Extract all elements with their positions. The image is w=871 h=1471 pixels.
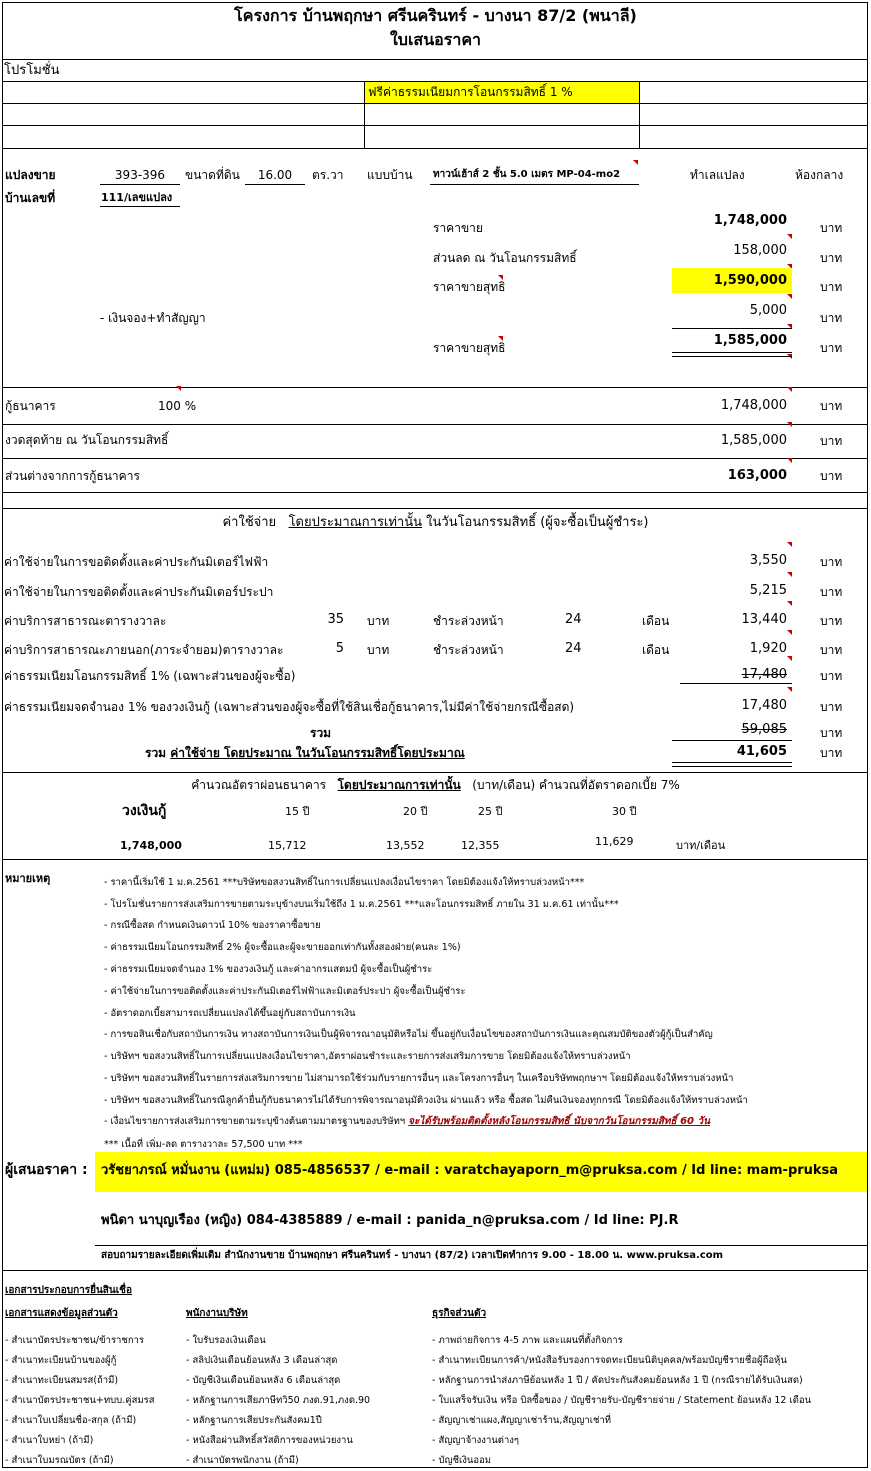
payment-30: 11,629 bbox=[595, 835, 634, 848]
loan-diff-label: ส่วนต่างจากการกู้ธนาคาร bbox=[5, 469, 140, 483]
sale-price-value: 1,748,000 bbox=[713, 213, 787, 228]
expense-months: 24 bbox=[565, 641, 582, 656]
office-info: สอบถามรายละเอียดเพิ่มเติม สำนักงานขาย บ้านพฤกษา ศรีนครินทร์ - บางนา (87/2) เวลาเปิดทำการ 9.00 - 18.00 น. www.pruksa.com bbox=[101, 1250, 724, 1261]
doc-item: - สัญญาเช่าแผง,สัญญาเช่าร้าน,สัญญาเช่าที่ bbox=[432, 1415, 612, 1426]
doc-item: - ใบแสร็จรับเงิน หรือ บิลซื้อของ / บัญชีรายรับ-บัญชีรายจ่าย / Statement ย้อนหลัง 12 เดือน bbox=[432, 1395, 812, 1406]
doc-item: - หลักฐานการเสียประกันสังคม1ปี bbox=[186, 1415, 322, 1426]
location-value: ห้องกลาง bbox=[795, 168, 844, 182]
expense-label: ค่าธรรมเนียมโอนกรรมสิทธิ์ 1% (เฉพาะส่วนของผู้จะซื้อ) bbox=[4, 669, 296, 683]
net-price-label: ราคาขายสุทธิ bbox=[433, 280, 506, 294]
doc-item: - สำเนาทะเบียนสมรส(ถ้ามี) bbox=[5, 1375, 119, 1386]
expense-unit: บาท bbox=[820, 643, 843, 657]
expense-label: ค่าบริการสาธารณะตารางวาละ bbox=[4, 614, 167, 628]
loan-amount: 1,748,000 bbox=[720, 398, 787, 413]
expense-unit: บาท bbox=[820, 555, 843, 569]
promotion-item: ฟรีค่าธรรมเนียมการโอนกรรมสิทธิ์ 1 % bbox=[365, 82, 639, 103]
discount-unit: บาท bbox=[820, 251, 843, 265]
house-type-value: ทาวน์เฮ้าส์ 2 ชั้น 5.0 เมตร MP-04-mo2 bbox=[433, 169, 621, 180]
house-no-value: 111/เลขแปลง bbox=[101, 191, 173, 204]
installment-title: คำนวณอัตราผ่อนธนาคาร โดยประมาณการเท่านั้น (บาท/เดือน) คำนวณที่อัตราดอกเบี้ย 7% bbox=[191, 778, 680, 792]
net-price-value: 1,590,000 bbox=[713, 273, 787, 288]
net-price2-label: ราคาขายสุทธิ bbox=[433, 341, 506, 355]
expenses-sum-label: รวม bbox=[310, 726, 332, 740]
payment-unit: บาท/เดือน bbox=[676, 839, 726, 852]
note-item: - การขอสินเชื่อกับสถาบันการเงิน ทางสถาบันการเงินเป็นผู้พิจารณาอนุมัติหรือไม่ ขึ้นอยู่กับเงื่อนไขของสถาบันการเงินและคุณสมบัติของตัวผู้กู้เป็นสำคัญ bbox=[104, 1029, 713, 1040]
docs-title: เอกสารประกอบการยื่นสินเชื่อ bbox=[5, 1285, 132, 1296]
note-item: - กรณีซื้อสด กำหนดเงินดาวน์ 10% ของราคาซื้อขาย bbox=[104, 920, 321, 931]
expense-amount: 5,215 bbox=[749, 583, 787, 598]
expense-months: 24 bbox=[565, 612, 582, 627]
term-15: 15 ปี bbox=[285, 805, 310, 818]
doc-item: - สำเนาบัตรพนักงาน (ถ้ามี) bbox=[186, 1455, 299, 1466]
payment-15: 15,712 bbox=[268, 839, 307, 852]
comment-marker bbox=[787, 542, 792, 547]
expenses-total-amount: 41,605 bbox=[736, 744, 787, 759]
doc-item: - หนังสือผ่านสิทธิ์สวัสดิการของหน่วยงาน bbox=[186, 1435, 353, 1446]
last-installment-amount: 1,585,000 bbox=[720, 433, 787, 448]
note-item: - ค่าใช้จ่ายในการขอติดตั้งและค่าประกันมิเตอร์ไฟฟ้าและมิเตอร์ประปา ผู้จะซื้อเป็นผู้ชำระ bbox=[104, 986, 466, 997]
expenses-total-unit: บาท bbox=[820, 746, 843, 760]
note-item: - อัตราดอกเบี้ยสามารถเปลี่ยนแปลงได้ขึ้นอยู่กับสถาบันการเงิน bbox=[104, 1008, 356, 1019]
land-size-unit: ตร.วา bbox=[312, 168, 344, 182]
contact-line-1: วรัชยาภรณ์ หมั่นงาน (แหม่ม) 085-4856537 / e-mail : varatchayaporn_m@pruksa.com / Id line: mam-pruksa bbox=[101, 1163, 839, 1178]
expense-amount: 13,440 bbox=[741, 612, 787, 627]
expense-rate: 35 bbox=[327, 612, 344, 627]
comment-marker bbox=[787, 687, 792, 692]
note-item: - โปรโมชั่นรายการส่งเสริมการขายตามระบุข้างบนเริ่มใช้ถึง 1 ม.ค.2561 ***และโอนกรรมสิทธิ์ ภายใน 31 ม.ค.61 เท่านั้น*** bbox=[104, 899, 619, 910]
expense-label: ค่าใช้จ่ายในการขอติดตั้งและค่าประกันมิเตอร์ไฟฟ้า bbox=[4, 555, 269, 569]
location-label: ทำเลแปลง bbox=[690, 168, 745, 182]
note-last: - เงื่อนไขรายการส่งเสริมการขายตามระบุข้างต้นตามมาตรฐานของบริษัทฯ จะได้รับพร้อมติดตั้งหลังโอนกรรมสิทธิ์ นับจากวันโอนกรรมสิทธิ์ 60 วัน bbox=[104, 1116, 710, 1127]
contact-label: ผู้เสนอราคา : bbox=[5, 1162, 88, 1178]
doc-item: - สำเนาใบมรณบัตร (ถ้ามี) bbox=[5, 1455, 114, 1466]
expense-months-unit: เดือน bbox=[642, 643, 670, 657]
note-item: - บริษัทฯ ขอสงวนสิทธิ์ในรายการส่งเสริมการขาย ไม่สามารถใช้ร่วมกับรายการอื่นๆ และโครงการอื่นๆ ในเครือบริษัทพฤกษาฯ โดยมิต้องแจ้งให้ทราบล่วงหน้า bbox=[104, 1073, 734, 1084]
doc-item: - หลักฐานการเสียภาษีทวิ50 ภงด.91,ภงด.90 bbox=[186, 1395, 371, 1406]
expense-advance-label: ชำระล่วงหน้า bbox=[433, 614, 504, 628]
sale-price-unit: บาท bbox=[820, 221, 843, 235]
net-price-unit: บาท bbox=[820, 280, 843, 294]
payment-20: 13,552 bbox=[386, 839, 425, 852]
doc-item: - สำเนาบัตรประชาชน/ข้าราชการ bbox=[5, 1335, 145, 1346]
expense-rate: 5 bbox=[335, 641, 344, 656]
expense-amount: 17,480 bbox=[741, 698, 787, 713]
credit-value: 1,748,000 bbox=[120, 839, 182, 852]
docs-col1-title: เอกสารแสดงข้อมูลส่วนตัว bbox=[5, 1308, 118, 1319]
doc-item: - สลิปเงินเดือนย้อนหลัง 3 เดือนล่าสุด bbox=[186, 1355, 338, 1366]
discount-value: 158,000 bbox=[733, 243, 787, 258]
last-installment-label: งวดสุดท้าย ณ วันโอนกรรมสิทธิ์ bbox=[5, 433, 169, 447]
expenses-sum-amount: 59,085 bbox=[741, 722, 787, 737]
note-item: - ค่าธรรมเนียมจดจำนอง 1% ของวงเงินกู้ และค่าอากรแสตมป์ ผู้จะซื้อเป็นผู้ชำระ bbox=[104, 964, 433, 975]
loan-percent: 100 % bbox=[158, 399, 197, 413]
expense-months-unit: เดือน bbox=[642, 614, 670, 628]
land-size-label: ขนาดที่ดิน bbox=[185, 168, 240, 182]
doc-item: - สำเนาทะเบียนการค้า/หนังสือรับรองการจดทะเบียนนิติบุคคล/พร้อมบัญชีรายชื่อผู้ถือหุ้น bbox=[432, 1355, 787, 1366]
doc-item: - สำเนาใบเปลี่ยนชื่อ-สกุล (ถ้ามี) bbox=[5, 1415, 137, 1426]
net-price2-unit: บาท bbox=[820, 341, 843, 355]
doc-item: - หลักฐานการนำส่งภาษีย้อนหลัง 1 ปี / คัดประกันสังคมย้อนหลัง 1 ปี (กรณีรายได้รับเงินสด) bbox=[432, 1375, 803, 1386]
note-extra: *** เนื้อที่ เพิ่ม-ลด ตารางวาละ 57,500 บาท *** bbox=[104, 1139, 303, 1150]
doc-item: - สำเนาทะเบียนบ้านของผู้กู้ bbox=[5, 1355, 117, 1366]
comment-marker bbox=[787, 656, 792, 661]
note-item: - บริษัทฯ ขอสงวนสิทธิ์ในการเปลี่ยนแปลงเงื่อนไขราคา,อัตราผ่อนชำระและรายการส่งเสริมการขาย โดยมิต้องแจ้งให้ทราบล่วงหน้า bbox=[104, 1051, 631, 1062]
discount-label: ส่วนลด ณ วันโอนกรรมสิทธิ์ bbox=[433, 251, 577, 265]
credit-label: วงเงินกู้ bbox=[122, 803, 167, 819]
expense-label: ค่าใช้จ่ายในการขอติดตั้งและค่าประกันมิเตอร์ประปา bbox=[4, 585, 274, 599]
expenses-sum-unit: บาท bbox=[820, 726, 843, 740]
docs-col3-title: ธุรกิจส่วนตัว bbox=[432, 1308, 487, 1319]
expense-amount: 17,480 bbox=[741, 667, 787, 682]
expense-label: ค่าธรรมเนียมจดจำนอง 1% ของวงเงินกู้ (เฉพาะส่วนของผู้จะซื้อที่ใช้สินเชื่อกู้ธนาคาร,ไม่มีค่าใช้จ่ายกรณีซื้อสด) bbox=[4, 700, 575, 714]
note-item: - ราคานี้เริ่มใช้ 1 ม.ค.2561 ***บริษัทขอสงวนสิทธิ์ในการเปลี่ยนแปลงเงื่อนไขราคา โดยมิต้องแจ้งให้ทราบล่วงหน้า*** bbox=[104, 877, 585, 888]
expense-advance-label: ชำระล่วงหน้า bbox=[433, 643, 504, 657]
last-installment-unit: บาท bbox=[820, 434, 843, 448]
deposit-label: - เงินจอง+ทำสัญญา bbox=[100, 311, 206, 325]
payment-25: 12,355 bbox=[461, 839, 500, 852]
expense-rate-unit: บาท bbox=[367, 643, 390, 657]
expense-amount: 1,920 bbox=[749, 641, 787, 656]
document-title: ใบเสนอราคา bbox=[389, 30, 481, 49]
deposit-unit: บาท bbox=[820, 311, 843, 325]
comment-marker bbox=[787, 630, 792, 635]
net-price2-value: 1,585,000 bbox=[713, 333, 787, 348]
land-size-value: 16.00 bbox=[257, 168, 293, 182]
doc-item: - สำเนาใบหย่า (ถ้ามี) bbox=[5, 1435, 94, 1446]
project-title: โครงการ บ้านพฤกษา ศรีนครินทร์ - บางนา 87/2 (พนาลี) bbox=[234, 6, 637, 25]
docs-col2-title: พนักงานบริษัท bbox=[186, 1308, 248, 1319]
doc-item: - ใบรับรองเงินเดือน bbox=[186, 1335, 266, 1346]
contact-line-2: พนิดา นาบุญเรือง (หญิง) 084-4385889 / e-mail : panida_n@pruksa.com / Id line: PJ.R bbox=[101, 1213, 679, 1228]
expenses-total-label: รวม ค่าใช้จ่าย โดยประมาณ ในวันโอนกรรมสิทธิ์โดยประมาณ bbox=[145, 746, 465, 760]
doc-item: - ภาพถ่ายกิจการ 4-5 ภาพ และแผนที่ตั้งกิจการ bbox=[432, 1335, 623, 1346]
loan-label: กู้ธนาคาร bbox=[5, 399, 56, 413]
expense-unit: บาท bbox=[820, 614, 843, 628]
expense-unit: บาท bbox=[820, 585, 843, 599]
expense-rate-unit: บาท bbox=[367, 614, 390, 628]
expense-amount: 3,550 bbox=[749, 553, 787, 568]
doc-item: - บัญชีเงินเดือนย้อนหลัง 6 เดือนล่าสุด bbox=[186, 1375, 341, 1386]
term-25: 25 ปี bbox=[478, 805, 503, 818]
promotion-label: โปรโมชั่น bbox=[4, 63, 60, 78]
deposit-value: 5,000 bbox=[749, 303, 787, 318]
loan-unit: บาท bbox=[820, 399, 843, 413]
loan-diff-unit: บาท bbox=[820, 469, 843, 483]
plot-value: 393-396 bbox=[114, 168, 166, 182]
term-20: 20 ปี bbox=[403, 805, 428, 818]
notes-label: หมายเหตุ bbox=[5, 872, 51, 885]
loan-diff-amount: 163,000 bbox=[727, 468, 787, 483]
term-30: 30 ปี bbox=[612, 805, 637, 818]
house-no-label: บ้านเลขที่ bbox=[5, 191, 56, 205]
sale-price-label: ราคาขาย bbox=[433, 221, 483, 235]
expenses-title: ค่าใช้จ่าย โดยประมาณการเท่านั้น ในวันโอนกรรมสิทธิ์ (ผู้จะซื้อเป็นผู้ชำระ) bbox=[222, 515, 649, 530]
note-item: - บริษัทฯ ขอสงวนสิทธิ์ในกรณีลูกค้ายื่นกู้กับธนาคารไม่ได้รับการพิจารณาอนุมัติวงเงิน ผ่านแล้ว หรือ ซื้อสด ไม่คืนเงินจองทุกกรณี โดยมิต้องแจ้งให้ทราบล่วงหน้า bbox=[104, 1095, 748, 1106]
comment-marker bbox=[787, 572, 792, 577]
expense-label: ค่าบริการสาธารณะภายนอก(ภาระจำยอม)ตารางวาละ bbox=[4, 643, 284, 657]
doc-item: - บัญชีเงินออม bbox=[432, 1455, 492, 1466]
doc-item: - สำเนาบัตรประชาชน+ทบบ.คู่สมรส bbox=[5, 1395, 155, 1406]
plot-label: แปลงขาย bbox=[5, 168, 56, 182]
expense-unit: บาท bbox=[820, 669, 843, 683]
comment-marker bbox=[787, 601, 792, 606]
expense-unit: บาท bbox=[820, 700, 843, 714]
house-type-label: แบบบ้าน bbox=[367, 168, 413, 182]
note-item: - ค่าธรรมเนียมโอนกรรมสิทธิ์ 2% ผู้จะซื้อและผู้จะขายออกเท่ากันทั้งสองฝ่าย(คนละ 1%) bbox=[104, 942, 461, 953]
doc-item: - สัญญาจ้างงานต่างๆ bbox=[432, 1435, 520, 1446]
